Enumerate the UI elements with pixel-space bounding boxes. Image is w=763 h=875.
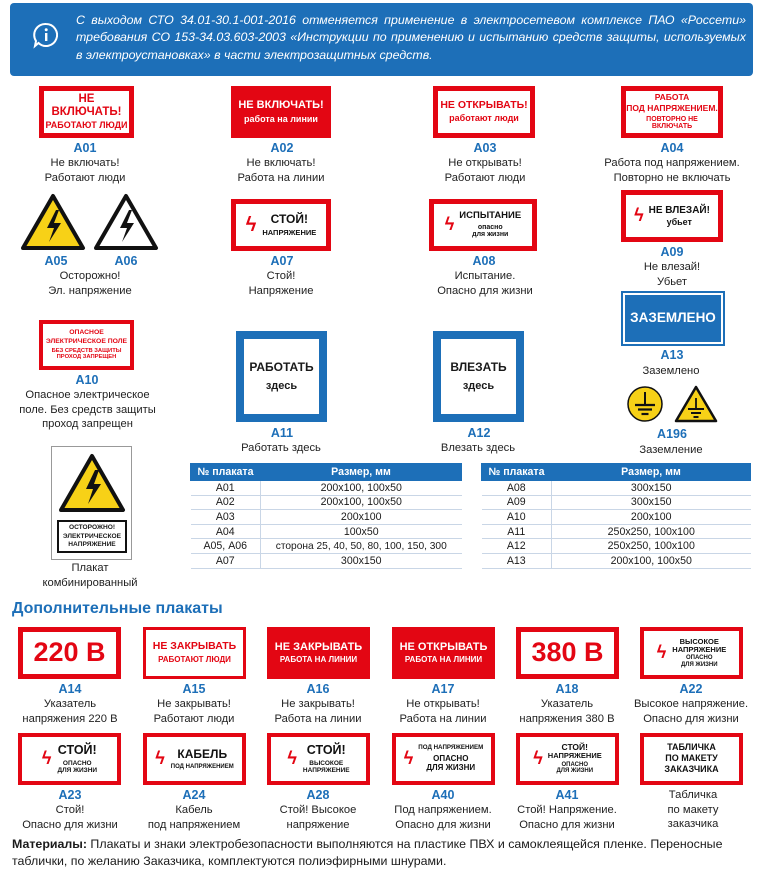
caption-a04: Работа под напряжением. Повторно не включать: [604, 157, 740, 184]
caption-a08: Испытание. Опасно для жизни: [437, 270, 533, 297]
lightning-icon: ϟ: [287, 748, 297, 769]
table-row: А05, А06 сторона 25, 40, 50, 80, 100, 150, 300: [191, 539, 462, 554]
caption-a05-a06: Осторожно! Эл. напряжение: [48, 270, 132, 297]
notice-text: С выходом СТО 34.01-30.1-001-2016 отменяется применение в электросетевом комплексе ПАО «Россети» требования СО 153-34.03.603-2003 «Инструкции по применению и испытанию средств защиты, используемых в электроустановках» в части электрозащитных средств.: [76, 13, 746, 62]
lightning-icon: ϟ: [634, 205, 644, 226]
sign-a22-line2: НАПРЯЖЕНИЕ: [672, 644, 727, 654]
sign-a03: [433, 86, 535, 138]
sign-a01: [39, 86, 134, 138]
code-a16: А16: [306, 682, 330, 696]
sign-custom: [640, 733, 743, 785]
sign-a22-line3: ОПАСНО: [686, 655, 713, 662]
table-row: А11 250х250, 100х100: [482, 524, 751, 539]
sign-a14-line1: 220 В: [33, 637, 106, 668]
code-a13: А13: [660, 348, 684, 362]
caption-combined: Плакат комбинированный: [42, 562, 138, 589]
sign-a23-line2: ОПАСНО: [62, 759, 92, 767]
table-row: А03 200х100: [191, 510, 462, 525]
sign-a18: [516, 627, 619, 679]
caption-custom: Табличка по макету заказчика: [667, 789, 719, 830]
sign-a28-line3: НАПРЯЖЕНИЕ: [302, 766, 350, 774]
sign-a16-line2: РАБОТА НА ЛИНИИ: [279, 655, 358, 665]
sign-a24: [143, 733, 246, 785]
code-a22: А22: [679, 682, 703, 696]
caption-a03: Не открывать! Работают люди: [444, 157, 526, 184]
sign-a02: [231, 86, 331, 138]
sign-a01-line2: РАБОТАЮТ ЛЮДИ: [45, 120, 128, 131]
sign-a24-line2: ПОД НАПРЯЖЕНИЕМ: [170, 763, 234, 770]
code-a12: А12: [467, 426, 491, 440]
caption-a01: Не включать! Работают люди: [44, 157, 126, 184]
lightning-icon: ϟ: [155, 748, 165, 769]
info-chat-icon: [32, 21, 60, 49]
ground-circle-icon: [626, 385, 664, 423]
sign-a40-line1: ПОД НАПРЯЖЕНИЕМ: [418, 744, 484, 752]
sign-a14: [18, 627, 121, 679]
table-row: А01 200х100, 100х50: [191, 481, 462, 496]
sign-a22: [640, 627, 743, 679]
sign-combined: [51, 446, 132, 560]
caption-a13: Заземлено: [642, 365, 700, 377]
sign-a11-line1: РАБОТАТЬ: [249, 360, 314, 375]
sign-a23: [18, 733, 121, 785]
code-a09: А09: [660, 245, 684, 259]
sign-a08-line3: для жизни: [472, 231, 509, 239]
sign-a01-line1: НЕ ВКЛЮЧАТЬ!: [51, 92, 122, 118]
sign-a24-line1: КАБЕЛЬ: [177, 746, 228, 761]
sign-a10-line2: ЭЛЕКТРИЧЕСКОЕ ПОЛЕ: [45, 337, 128, 345]
caption-a196: Заземление: [639, 444, 703, 456]
sign-a08: [429, 199, 537, 251]
code-a10: А10: [75, 373, 99, 387]
caption-a24: Кабель под напряжением: [147, 804, 241, 831]
sign-a06: [93, 193, 159, 251]
section-title: Дополнительные плакаты: [12, 600, 223, 617]
code-a07: А07: [270, 254, 294, 268]
sign-a13: [623, 293, 723, 344]
sign-a04-line2: ПОД НАПРЯЖЕНИЕМ.: [626, 103, 718, 114]
sign-a07-line1: СТОЙ!: [270, 211, 308, 226]
code-a28: А28: [306, 788, 330, 802]
table-row: А08 300х150: [482, 481, 751, 496]
table-row: А04 100х50: [191, 524, 462, 539]
caption-a40: Под напряжением. Опасно для жизни: [394, 804, 492, 831]
caption-a28: Стой! Высокое напряжение: [279, 804, 357, 831]
sign-a10-line3: БЕЗ СРЕДСТВ ЗАЩИТЫ: [51, 348, 122, 355]
code-a08: А08: [472, 254, 496, 268]
ground-triangle-icon: [674, 385, 718, 423]
sign-a40-line2: ОПАСНО: [433, 754, 469, 764]
sign-a41-line2: НАПРЯЖЕНИЕ: [547, 751, 602, 761]
caption-a10: Опасное электрическое поле. Без средств защиты проход запрещен: [19, 389, 156, 430]
code-a18: А18: [555, 682, 579, 696]
table1-header-num: № плаката: [191, 464, 261, 481]
code-a03: А03: [473, 141, 497, 155]
table-row: А10 200х100: [482, 510, 751, 525]
lightning-icon: ϟ: [403, 748, 414, 769]
code-a23: А23: [58, 788, 82, 802]
table1-header-size: Размер, мм: [261, 464, 462, 481]
code-a11: А11: [270, 426, 294, 440]
code-a01: А01: [73, 141, 97, 155]
lightning-icon: ϟ: [656, 642, 667, 663]
sign-a23-line1: СТОЙ!: [57, 742, 97, 757]
caption-a22: Высокое напряжение. Опасно для жизни: [633, 698, 749, 725]
sign-a41: [516, 733, 619, 785]
table-row: А13 200х100, 100х50: [482, 553, 751, 568]
lightning-icon: ϟ: [245, 214, 257, 236]
sign-custom-line3: ЗАКАЗЧИКА: [664, 763, 719, 774]
combined-plate: ОСТОРОЖНО! ЭЛЕКТРИЧЕСКОЕ НАПРЯЖЕНИЕ: [57, 520, 127, 553]
table2-header-num: № плаката: [482, 464, 552, 481]
lightning-icon: ϟ: [41, 748, 52, 769]
sign-a18-line1: 380 В: [531, 637, 604, 668]
sign-a17-line2: РАБОТА НА ЛИНИИ: [404, 655, 483, 665]
sign-a17: [392, 627, 495, 679]
sign-a23-line3: ДЛЯ ЖИЗНИ: [57, 766, 98, 774]
caption-a09: Не влезай! Убьет: [643, 261, 701, 288]
sign-a11: [236, 331, 327, 422]
code-a02: А02: [270, 141, 294, 155]
sign-a10: [39, 320, 134, 370]
materials-note: [12, 836, 754, 870]
code-a17: А17: [431, 682, 455, 696]
caption-a15: Не закрывать! Работают люди: [153, 698, 235, 725]
code-a04: А04: [660, 141, 684, 155]
table-row: А07 300х150: [191, 553, 462, 568]
sign-a22-line1: ВЫСОКОЕ: [679, 636, 719, 646]
sign-a41-line4: ДЛЯ ЖИЗНИ: [556, 768, 594, 775]
lightning-icon: ϟ: [533, 748, 543, 769]
caption-a12: Влезать здесь: [440, 442, 516, 454]
notice-banner: [10, 3, 753, 76]
caption-a11: Работать здесь: [241, 442, 321, 454]
sign-a40-line3: ДЛЯ ЖИЗНИ: [426, 762, 476, 772]
sign-a28-line2: ВЫСОКОЕ: [309, 759, 344, 767]
sign-a15-line2: РАБОТАЮТ ЛЮДИ: [158, 654, 231, 664]
code-a06: А06: [114, 254, 138, 268]
caption-a41: Стой! Напряжение. Опасно для жизни: [517, 804, 617, 831]
sign-a05: [20, 193, 86, 251]
caption-a17: Не открывать! Работа на линии: [399, 698, 487, 725]
sign-a04-line1: РАБОТА: [654, 91, 690, 102]
sign-a11-line2: здесь: [265, 379, 298, 392]
size-table-2: [481, 463, 751, 569]
sign-a12-line1: ВЛЕЗАТЬ: [450, 360, 507, 375]
table-row: А12 250х250, 100х100: [482, 539, 751, 554]
sign-a12-line2: здесь: [462, 379, 495, 392]
sign-custom-line2: ПО МАКЕТУ: [665, 753, 718, 764]
code-a14: А14: [58, 682, 82, 696]
caption-a14: Указатель напряжения 220 В: [22, 698, 118, 725]
sign-a41-line1: СТОЙ!: [561, 742, 588, 753]
sign-custom-line1: ТАБЛИЧКА: [667, 742, 716, 753]
sign-a13-line1: ЗАЗЕМЛЕНО: [630, 310, 716, 326]
code-a196: А196: [657, 427, 687, 441]
warning-triangle-icon: [58, 453, 126, 513]
sign-a04-line3: ПОВТОРНО НЕ ВКЛЮЧАТЬ: [646, 115, 698, 131]
sign-a07: [231, 199, 331, 251]
sign-a10-line1: ОПАСНОЕ: [69, 329, 104, 337]
sign-a15: [143, 627, 246, 679]
caption-a23: Стой! Опасно для жизни: [22, 804, 118, 831]
sign-a22-line4: ДЛЯ ЖИЗНИ: [680, 661, 718, 668]
sign-a28: [267, 733, 370, 785]
sign-a28-line1: СТОЙ!: [306, 742, 346, 757]
code-a41: А41: [555, 788, 579, 802]
sign-a16-line1: НЕ ЗАКРЫВАТЬ: [274, 641, 363, 654]
code-a40: А40: [431, 788, 455, 802]
sign-a15-line1: НЕ ЗАКРЫВАТЬ: [152, 640, 237, 653]
caption-a02: Не включать! Работа на линии: [237, 157, 325, 184]
sign-a08-line1: ИСПЫТАНИЕ: [459, 210, 522, 222]
sign-a02-line1: НЕ ВКЛЮЧАТЬ!: [238, 99, 324, 111]
code-a05: А05: [44, 254, 68, 268]
code-a24: А24: [182, 788, 206, 802]
sign-a03-line1: НЕ ОТКРЫВАТЬ!: [440, 98, 528, 111]
sign-a40: [392, 733, 495, 785]
table2-header-size: Размер, мм: [552, 464, 751, 481]
sign-a08-line2: опасно: [477, 223, 503, 231]
sign-a10-line4: ПРОХОД ЗАПРЕЩЕН: [56, 354, 117, 361]
sign-a41-line3: ОПАСНО: [561, 761, 588, 768]
sign-a09-line1: НЕ ВЛЕЗАЙ!: [648, 204, 710, 216]
sign-a12: [433, 331, 524, 422]
sign-a04: [621, 86, 723, 138]
lightning-icon: ϟ: [444, 214, 455, 235]
caption-a18: Указатель напряжения 380 В: [519, 698, 615, 725]
code-a15: А15: [182, 682, 206, 696]
caption-a07: Стой! Напряжение: [248, 270, 314, 297]
sign-a09-line2: убьет: [666, 216, 692, 227]
table-row: А09 300х150: [482, 495, 751, 510]
sign-a07-line2: НАПРЯЖЕНИЕ: [262, 227, 317, 237]
size-table-1: [190, 463, 462, 569]
sign-a03-line2: работают люди: [449, 113, 519, 124]
caption-a16: Не закрывать! Работа на линии: [274, 698, 362, 725]
sign-a16: [267, 627, 370, 679]
sign-a09: [621, 190, 723, 242]
sign-a02-line2: работа на линии: [244, 114, 318, 125]
materials-text: Плакаты и знаки электробезопасности выполняются на пластике ПВХ и самоклеящейся пленке. Переносные таблички, по желанию Заказчика, комплектуются полиэфирными шнурами.: [12, 837, 723, 868]
table-row: А02 200х100, 100х50: [191, 495, 462, 510]
sign-a17-line1: НЕ ОТКРЫВАТЬ: [399, 641, 488, 654]
materials-label: Материалы:: [12, 837, 87, 851]
